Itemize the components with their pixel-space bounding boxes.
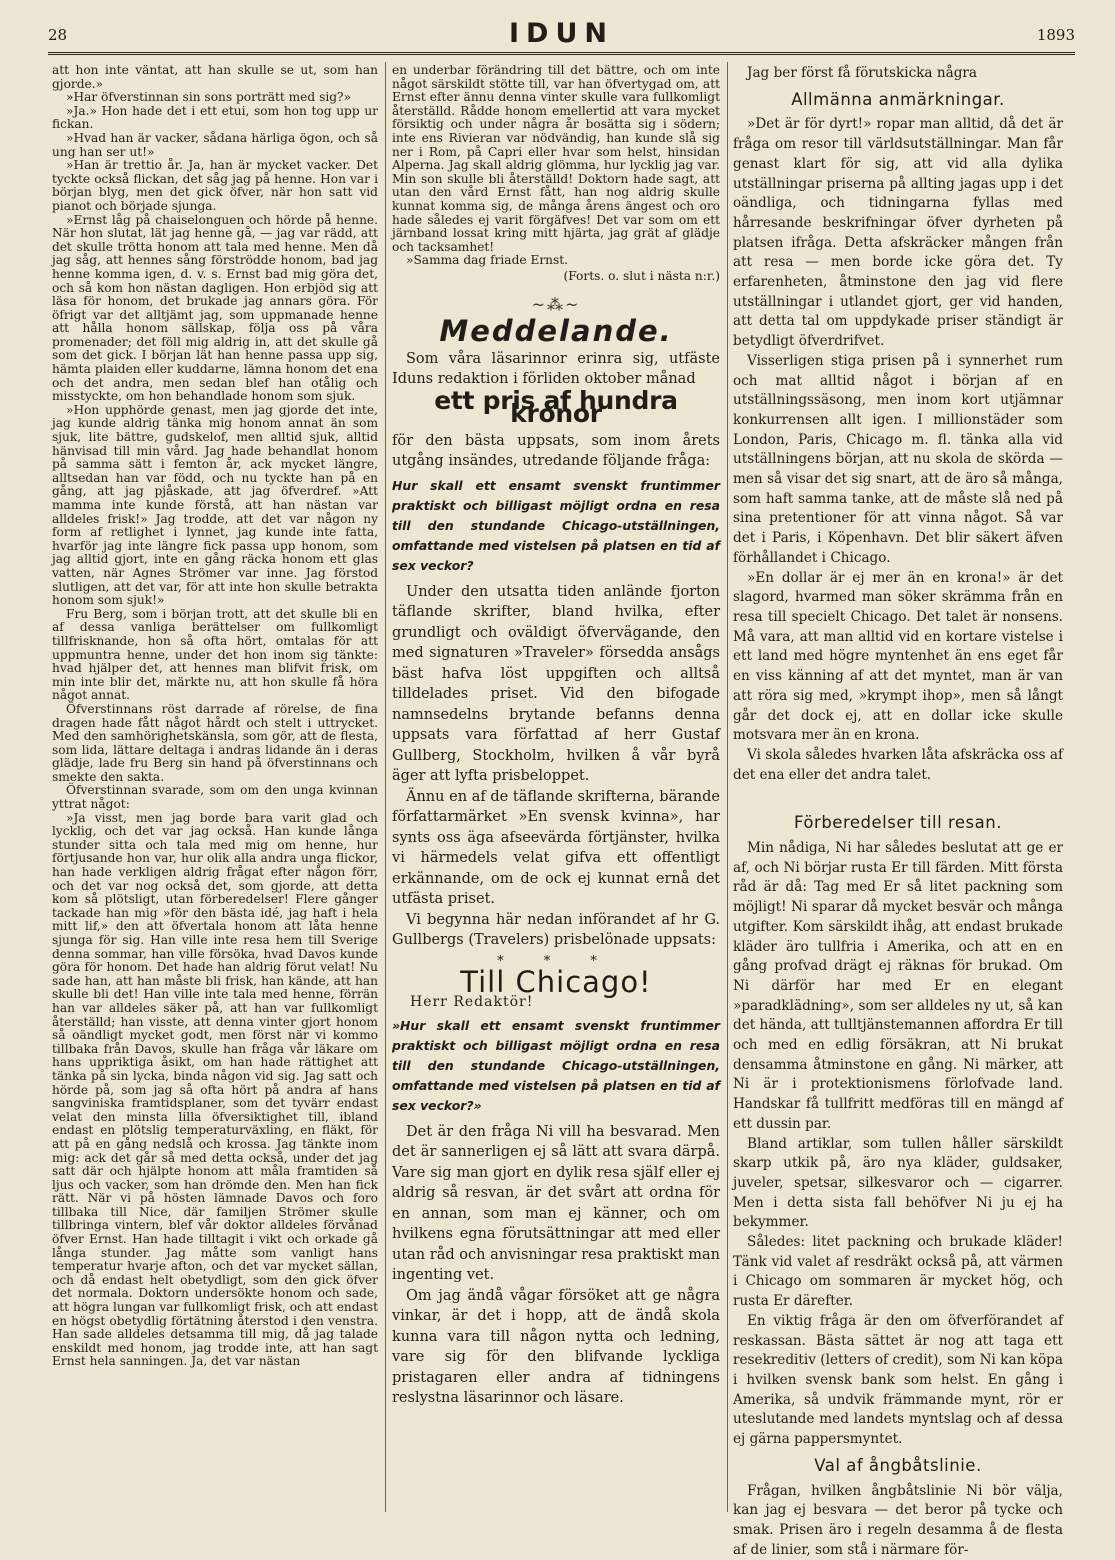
paragraph: Öfverstinnans röst darrade af rörelse, de fina dragen hade fått något hårdt och stelt i uttrycket. Med den samhörighetskänsla, som gör, att de flesta, som lida, lättare deltaga i andras lidande än i deras glädje, lade fru Berg sin hand på öfverstinnans och smekte den sakta.: [52, 701, 378, 784]
paragraph: Ännu en af de täflande skrifterna, bärande författarmärket »En svensk kvinna», har synts oss äga afseevärda förtjänster, hvilka vi härmedels velat gifva ett offentligt erkännande, om de ock ej kunnat ernå det utfästa priset.: [392, 788, 720, 908]
announcement-title: Meddelande.: [439, 314, 673, 349]
paragraph: »Ja visst, men jag borde bara varit glad och lycklig, och det var jag också. Han kunde långa stunder sitta och tala med mig om henne, hur förtjusande hon var, hur olik alla andra unga flickor, han hade verkligen aldrig frågat efter någon förr, och det var nog också det, som gjorde, att detta kom så plötsligt, utan förberedelser! Flere gånger tackade han mig »för den bästa idé, jag haft i hela mitt lif,» den att öfvertala honom att låta henne sjunga för sig. Han ville inte resa hem till Sverige denna sommar, han ville försöka, hvad Davos kunde göra för honom. Det hade han aldrig förut velat! Nu sade han, att han måste bli frisk, han kände, att han skulle bli det! Han ville inte tala med henne, förrän han var alldeles säker på, att han var fullkomligt återställd; han visste, att denna vinter gjort honom så oändligt mycket godt, men först när vi kommo tillbaka från Davos, skulle han fråga vår läkare om hans uppriktiga åsikt, om han hade rättighet att tänka på sin lycka, binda någon vid sig. Jag satt och hörde på, som jag så ofta hört på andra af hans sangviniska framtidsplaner, som det tyvärr endast velat den minsta lilla öfversiktighet till, ibland endast en plötslig temperaturväxling, en fläkt, för att på en gång nedslå och krossa. Jag tänkte inom mig: ack det går så med detta också, under det jag satt där och hjälpte honom att måla framtiden så ljus och vacker, som han drömde den. Men han fick rätt. När vi på hösten lämnade Davos och foro tillbaka till Nice, där familjen Strömer skulle tillbringa vintern, blef vår doktor alldeles förvånad öfver Ernst. Han hade tilltagit i vikt och orkade gå långa stunder. Jag måtte som vanligt hans temperatur hvarje afton, och det var mycket sällan, och då endast helt obetydligt, som den gick öfver det normala. Doktorn undersökte honom och sade, att högra lungan var fullkomligt frisk, och att endast en högst obetydlig förtätning återstod i den venstra. Han sade alldeles detsamma till mig, då jag talade enskildt med honom, jag trodde inte, att han sagt Ernst hela sanningen. Ja, det var nästan: [52, 810, 378, 1369]
paragraph: »Hvad han är vacker, sådana härliga ögon, och så ung han ser ut!»: [52, 130, 378, 159]
intro-line: Jag ber först få förutskicka några: [747, 65, 978, 81]
paragraph: Vi begynna här nedan införandet af hr G. Gullbergs (Travelers) prisbelönade uppsats:: [392, 911, 720, 949]
paragraph: Min nådiga, Ni har således beslutat att ge er af, och Ni börjar rusta Er till färden. Mitt första råd är då: Tag med Er så litet packning som möjligt! Ni sparar då mycket besvär och många utgifter. Kom särskildt ihåg, att endast brukade kläder äro tullfria i Amerika, och att en en gång profvad drägt ej räknas för brukad. Om Ni därför har med Er en elegant »paradklädning», som ser alldeles ny ut, så kan det hända, att tulltjänstemannen affordra Er till och med en edlig försäkran, att Ni brukat densamma åtminstone en gång. Ni märker, att Ni är i protektionismens förlofvade land. Handskar få tullfritt medföras till en mängd af ett dussin par.: [733, 840, 1063, 1132]
header-rule: [48, 52, 1075, 55]
paragraph: Det är den fråga Ni vill ha besvarad. Men det är sannerligen ej så lätt att svara därpå. Vare sig man gjort en dylik resa själf eller ej aldrig så resvan, är det svårt att ordna för en annan, som man ej känner, och om hvilkens egna förutsättningar att med eller utan råd och anvisningar resa praktiskt man ingenting vet.: [392, 1123, 720, 1284]
paragraph: att hon inte väntat, att han skulle se ut, som han gjorde.»: [52, 63, 378, 91]
prize-heading: ett pris af hundra kronor: [434, 385, 678, 429]
paragraph: Under den utsatta tiden anlände fjorton täflande skrifter, bland hvilka, efter grundligt och oväldigt öfvervägande, den med signaturen »Traveler» försedda ansågs bäst hafva löst uppgiften och alltså tilldelades priset. Vid den bifogade namnsedelns brytande befanns denna uppsats vara författad af herr Gustaf Gullberg, Stockholm, hvilken å vår byrå äger att lyfta prisbeloppet.: [392, 583, 720, 785]
essay-question: »Hur skall ett ensamt svenskt fruntimmer praktiskt och billigast möjligt ordna en resa till den stundande Chicago-utställningen, omfattande med vistelsen på platsen en tid af sex veckor?»: [392, 1017, 720, 1113]
ornament: ~⁂~: [531, 294, 581, 314]
section-stars: * * *: [497, 953, 615, 969]
masthead-title: IDUN: [509, 18, 614, 49]
paragraph: »Hon upphörde genast, men jag gjorde det inte, jag kunde aldrig tänka mig honom annat än som sjuk, lite bättre, gudskelof, men alltid sjuk, alltid hänvisad till min vård. Jag hade behandlat honom på samma sätt i femton år, ack mycket längre, alltsedan han var född, och nu tyckte han på en gång, att jag pjåskade, att jag öfverdref. »Att mamma inte kunde förstå, att han nästan var alldeles frisk!» Jag trodde, att det var någon ny form af retlighet i lynnet, jag kunde inte fatta, hvarför jag inte längre fick passa upp honom, som jag alltid gjort, inte en gång räcka honom ett glas vatten, när Agnes Strömer var inne. Jag förstod slutligen, att det var, för att inte hon skulle betrakta honom som sjuk!»: [52, 402, 378, 608]
paragraph: En viktig fråga är den om öfverförandet af reskassan. Bästa sättet är nog att taga ett resekreditiv (letters of credit), som Ni kan köpa i hvilken svensk bank som helst. En gång i Amerika, så undvik främmande mynt, rör er uteslutande med landets myntslag och af dessa ej gärna pappersmyntet.: [733, 1312, 1063, 1448]
section-heading: Förberedelser till resan.: [794, 813, 1002, 833]
essay-title: Till Chicago!: [460, 965, 652, 1000]
page-header: [48, 20, 1075, 54]
column-1: [52, 64, 378, 1514]
paragraph: »Samma dag friade Ernst.: [406, 253, 569, 268]
paragraph: Fru Berg, som i början trott, att det skulle bli en af dessa vanliga berättelser om fullkomligt tillfrisknande, hon så ofta hört, omtalas för att uppmuntra henne, under det hon inom sig tänkte: hvad hjälper det, att hennes man blifvit frisk, om min inte blir det, märkte nu, att hon skulle få höra något annat.: [52, 606, 378, 703]
paragraph: Bland artiklar, som tullen håller särskildt skarp utkik på, äro nya kläder, guldsaker, juveler, spetsar, silkesvaror och — cigarrer. Men i detta sista fall behöfver Ni ju ej ha bekymmer.: [733, 1135, 1063, 1231]
paragraph: Om jag ändå vågar försöket att ge några vinkar, är det i hopp, att de ändå skola kunna vara till någon nytta och ledning, vare sig för den blifvande lyckliga pristagaren eller andra af tidningens reslystna läsarinnor och läsare.: [392, 1287, 720, 1407]
page-number: 28: [48, 26, 68, 44]
paragraph: en underbar förändring till det bättre, och om inte något särskildt stötte till, var han öfvertygad om, att Ernst efter ännu denna vinter skulle vara fullkomligt återställd. Rådde honom emellertid att vara mycket försiktig och under några år bosätta sig i södern; inte ens Rivieran var nödvändig, han kunde slå sig ner i Rom, på Capri eller hvar som helst, hinsidan Alperna. Jag skall aldrig glömma, hur lycklig jag var. Min son skulle bli återställd! Doktorn hade sagt, att utan den vård Ernst fått, han nog aldrig skulle kunnat komma sig, de många årens ängest och oro hade således ej varit förgäfves! Det var som om ett järnband lossat kring mitt hjärta, jag grät af glädje och tacksamhet!: [392, 63, 720, 254]
paragraph: »Han är trettio år. Ja, han är mycket vacker. Det tyckte också flickan, det såg jag på henne. Hon var i början blyg, men det gick öfver, när hon satt vid pianot och började sjunga.: [52, 158, 378, 213]
spacer: [733, 785, 1063, 807]
prize-text: för den bästa uppsats, som inom årets utgång insändes, utredande följande fråga:: [392, 432, 720, 470]
column-2: [392, 64, 720, 1484]
salutation: Herr Redaktör!: [410, 994, 534, 1011]
paragraph: Vi skola således hvarken låta afskräcka oss af det ena eller det andra talet.: [733, 746, 1063, 783]
section-heading: Val af ångbåtslinie.: [814, 1455, 982, 1475]
paragraph: »Ja.» Hon hade det i ett etui, som hon tog upp ur fickan.: [52, 103, 378, 132]
announcement-intro: Som våra läsarinnor erinra sig, utfäste Iduns redaktion i förliden oktober månad: [392, 350, 720, 388]
column-divider: [385, 62, 386, 1512]
paragraph: Således: litet packning och brukade kläder! Tänk vid valet af resdräkt också på, att värmen i Chicago om sommaren är mycket hög, och rusta Er därefter.: [733, 1234, 1063, 1310]
paragraph: »Det är för dyrt!» ropar man alltid, då det är fråga om resor till världsutställningar. Man får genast klart för sig, att vid alla dylika utställningar priserna på allting jagas upp i det oändliga, och tidningarna fyllas med hårresande beskrifningar öfver dyrheten på platsen ifråga. Detta afskräcker mången från att resa — men borde icke göra det. Ty erfarenheten, åtminstone den jag vid flere utställningar i utlandet gjort, ger vid handen, att detta tal om uppdykade priser ständigt är betydligt öfverdrifvet.: [733, 116, 1063, 350]
contest-question: Hur skall ett ensamt svenskt fruntimmer praktiskt och billigast möjligt ordna en resa till den stundande Chicago-utställningen, omfattande med vistelsen på platsen en tid af sex veckor?: [392, 477, 720, 573]
paragraph: »Har öfverstinnan sin sons porträtt med sig?»: [66, 90, 352, 105]
continued-note: (Forts. o. slut i nästa n:r.): [563, 268, 720, 283]
paragraph: »En dollar är ej mer än en krona!» är det slagord, hvarmed man söker skrämma från en resa till specielt Chicago. Det talet är nonsens. Må vara, att man alltid vid en kortare vistelse i ett land med högre myntenhet än ens eget får en viss känning af att det myntet, man är van att röra sig med, »krympt ihop», men så långt går det dock ej, att en dollar icke skulle motsvara mer än en krona.: [733, 569, 1063, 744]
column-3: [733, 64, 1063, 1558]
paragraph: »Ernst låg på chaiselonguen och hörde på henne. När hon slutat, lät jag henne gå, — jag var rädd, att det skulle trötta honom att tala med henne. Men då jag såg, att hennes sång förströdde honom, bad jag henne komma igen, d. v. s. Ernst bad mig göra det, och så kom hon nästan dagligen. Hon erbjöd sig att läsa för honom, det brukade jag annars göra. För öfrigt var det alltjämt jag, som uppmanade henne att hålla honom sällskap, följa oss på våra promenader; det föll mig aldrig in, att det skulle gå som det gick. I början lät han henne passa upp sig, hämta plaiden eller kuddarne, lämna honom det ena och det andra, men sedan blef han otålig och misstyckte, om hon behandlade honom som sjuk.: [52, 212, 378, 404]
section-heading: Allmänna anmärkningar.: [791, 89, 1005, 109]
paragraph: Öfverstinnan svarade, som om den unga kvinnan yttrat något:: [52, 783, 378, 812]
paragraph: Frågan, hvilken ångbåtslinie Ni bör välja, kan jag ej besvara — det beror på tycke och smak. Prisen äro i regeln desamma å de flesta af de linier, som stå i närmare för-: [733, 1482, 1063, 1558]
column-divider: [727, 62, 728, 1512]
paragraph: Visserligen stiga prisen på i synnerhet rum och mat alltid något i början af en utställningssäsong, men inom kort utjämnar konkurrensen allt igen. I millionstäder som London, Paris, Chicago m. fl. tänka alla vid utställningens början, att nu skola de skörda — men så visar det sig snart, att de äro så många, som haft samma tanke, att de måste slå ned på sina pretentioner för att vinna något. Så var det i Paris, i Köpenhavn. Det blir säkert äfven förhållandet i Chicago.: [733, 352, 1063, 566]
year-label: 1893: [1036, 26, 1075, 44]
